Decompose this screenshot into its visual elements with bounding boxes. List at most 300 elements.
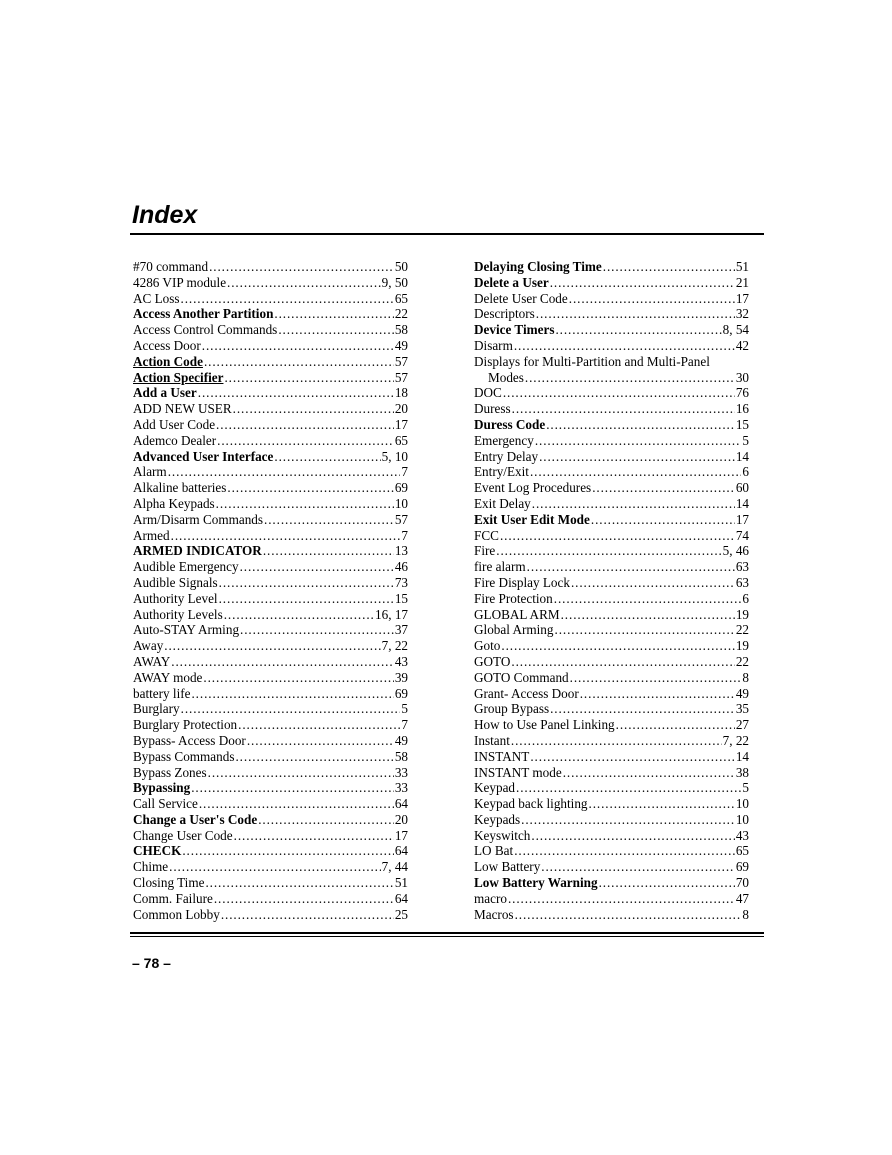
- dot-leader: [591, 512, 735, 528]
- index-page-ref: 63: [735, 559, 749, 575]
- index-page-ref: 16: [735, 401, 749, 417]
- dot-leader: [216, 496, 394, 512]
- index-term: Low Battery Warning: [474, 875, 598, 891]
- index-page-ref: 42: [735, 337, 749, 353]
- index-term: Keyswitch: [474, 827, 531, 843]
- index-entry: [474, 749, 749, 765]
- index-entry: [133, 543, 408, 559]
- index-entry: [474, 338, 749, 354]
- dot-leader: [527, 559, 735, 575]
- index-term: #70 command: [133, 259, 209, 274]
- index-entry: [474, 449, 749, 465]
- index-entry: [133, 843, 408, 859]
- dot-leader: [216, 417, 394, 433]
- index-entry: [474, 385, 749, 401]
- index-term: Closing Time: [133, 875, 205, 891]
- index-entry: [474, 591, 749, 607]
- index-entry: [133, 654, 408, 670]
- dot-leader: [555, 622, 735, 638]
- index-entry: [133, 670, 408, 686]
- index-term: Alarm: [133, 464, 167, 480]
- index-entry: [133, 828, 408, 844]
- index-term: Arm/Disarm Commands: [133, 511, 264, 527]
- index-entry: [133, 354, 408, 370]
- dot-leader: [214, 891, 394, 907]
- dot-leader: [274, 449, 380, 465]
- index-term: Keypad back lighting: [474, 796, 588, 812]
- index-term: battery life: [133, 685, 191, 701]
- index-page-ref: 20: [394, 401, 408, 417]
- dot-leader: [171, 654, 394, 670]
- index-term: Fire Display Lock: [474, 574, 570, 590]
- index-page-ref: 18: [394, 385, 408, 401]
- index-entry: [133, 875, 408, 891]
- dot-leader: [219, 591, 394, 607]
- dot-leader: [546, 417, 735, 433]
- index-entry: [133, 607, 408, 623]
- index-term: Add User Code: [133, 416, 216, 432]
- index-term: AWAY mode: [133, 669, 203, 685]
- dot-leader: [227, 275, 381, 291]
- index-entry: [474, 875, 749, 891]
- dot-leader: [263, 543, 394, 559]
- dot-leader: [205, 875, 393, 891]
- index-page-ref: 49: [394, 732, 408, 748]
- dot-leader: [240, 622, 394, 638]
- index-column-left: [133, 259, 408, 922]
- dot-leader: [227, 480, 393, 496]
- dot-leader: [191, 686, 393, 702]
- index-term: Keypad: [474, 780, 516, 796]
- index-entry: [133, 638, 408, 654]
- index-entry: [474, 607, 749, 623]
- index-term: Change User Code: [133, 827, 233, 843]
- index-page-ref: 57: [394, 511, 408, 527]
- index-page-ref: 22: [394, 306, 408, 322]
- dot-leader: [550, 275, 735, 291]
- index-entry: [474, 464, 749, 480]
- index-term: Device Timers: [474, 322, 555, 338]
- index-term: Instant: [474, 732, 510, 748]
- index-page-ref: 17: [394, 416, 408, 432]
- index-page-ref: 15: [735, 416, 749, 432]
- index-term: INSTANT: [474, 748, 530, 764]
- index-entry: [133, 322, 408, 338]
- index-entry: [133, 449, 408, 465]
- index-page-ref: 58: [394, 322, 408, 338]
- index-entry: [474, 306, 749, 322]
- index-entry: [474, 812, 749, 828]
- dot-leader: [182, 843, 393, 859]
- index-page-ref: 7, 44: [381, 859, 408, 875]
- index-page-ref: 69: [394, 685, 408, 701]
- index-term: Action Code: [133, 353, 203, 369]
- dot-leader: [168, 464, 401, 480]
- index-entry: [474, 765, 749, 781]
- index-term: Event Log Procedures: [474, 480, 592, 496]
- index-page-ref: 14: [735, 748, 749, 764]
- index-term: Descriptors: [474, 306, 535, 322]
- dot-leader: [203, 670, 393, 686]
- index-term: Goto: [474, 638, 501, 654]
- dot-leader: [208, 765, 394, 781]
- index-term: Chime: [133, 859, 169, 875]
- dot-leader: [525, 370, 735, 386]
- index-term: Exit User Edit Mode: [474, 511, 590, 527]
- dot-leader: [530, 749, 734, 765]
- index-term: Change a User's Code: [133, 811, 258, 827]
- index-page-ref: 30: [735, 369, 749, 385]
- index-page-ref: 49: [735, 685, 749, 701]
- index-entry: [474, 859, 749, 875]
- index-entry: [133, 464, 408, 480]
- dot-leader: [554, 591, 742, 607]
- dot-leader: [512, 401, 735, 417]
- index-entry: [133, 433, 408, 449]
- index-page-ref: 69: [735, 859, 749, 875]
- index-page-ref: 14: [735, 495, 749, 511]
- dot-leader: [541, 859, 735, 875]
- index-entry: [474, 891, 749, 907]
- index-entry: [474, 654, 749, 670]
- dot-leader: [511, 654, 734, 670]
- index-entry: [474, 496, 749, 512]
- index-entry: [474, 370, 749, 386]
- index-page-ref: 22: [735, 622, 749, 638]
- dot-leader: [508, 891, 735, 907]
- dot-leader: [202, 338, 394, 354]
- index-page-ref: 5: [742, 432, 749, 448]
- dot-leader: [204, 354, 394, 370]
- dot-leader: [500, 528, 735, 544]
- dot-leader: [603, 259, 735, 275]
- index-page-ref: 64: [394, 843, 408, 859]
- index-page-ref: 38: [735, 764, 749, 780]
- index-page-ref: 57: [394, 353, 408, 369]
- index-term: GOTO: [474, 653, 511, 669]
- index-page-ref: 65: [394, 290, 408, 306]
- index-page-ref: 13: [394, 543, 408, 559]
- index-term: Keypads: [474, 811, 521, 827]
- index-entry: [474, 717, 749, 733]
- page-title: Index: [132, 201, 198, 229]
- index-entry: [133, 796, 408, 812]
- index-page-ref: 47: [735, 890, 749, 906]
- index-term: CHECK: [133, 843, 182, 859]
- index-entry: [474, 575, 749, 591]
- index-term: Exit Delay: [474, 495, 531, 511]
- dot-leader: [571, 575, 735, 591]
- index-entry: [133, 559, 408, 575]
- index-entry: [474, 780, 749, 796]
- dot-leader: [555, 322, 721, 338]
- dot-leader: [514, 843, 735, 859]
- index-entry: [133, 780, 408, 796]
- index-entry: [133, 859, 408, 875]
- index-term: Away: [133, 638, 164, 654]
- dot-leader: [539, 449, 735, 465]
- index-term: Access Door: [133, 337, 201, 353]
- index-entry: [474, 907, 749, 923]
- index-term: AWAY: [133, 653, 171, 669]
- dot-leader: [532, 496, 735, 512]
- index-term: Entry/Exit: [474, 464, 529, 480]
- index-page-ref: 51: [394, 875, 408, 891]
- index-page-ref: 7: [401, 464, 408, 480]
- index-term: Modes: [488, 369, 524, 385]
- index-entry: [133, 480, 408, 496]
- dot-leader: [164, 638, 380, 654]
- index-page-ref: 57: [394, 369, 408, 385]
- index-entry: [474, 701, 749, 717]
- index-term: Ademco Dealer: [133, 432, 217, 448]
- dot-leader: [511, 733, 722, 749]
- index-term: Global Arming: [474, 622, 554, 638]
- index-page-ref: 17: [394, 827, 408, 843]
- dot-leader: [580, 686, 735, 702]
- index-entry: [133, 891, 408, 907]
- index-term: Alpha Keypads: [133, 495, 215, 511]
- index-term: Fire: [474, 543, 496, 559]
- index-term: macro: [474, 890, 507, 906]
- index-page-ref: 33: [394, 780, 408, 796]
- dot-leader: [563, 765, 735, 781]
- index-page-ref: 32: [735, 306, 749, 322]
- index-term: FCC: [474, 527, 499, 543]
- index-entry: [133, 512, 408, 528]
- page-number: – 78 –: [132, 955, 171, 971]
- index-page-ref: 20: [394, 811, 408, 827]
- index-page-ref: 19: [735, 606, 749, 622]
- index-term: Delete a User: [474, 274, 549, 290]
- index-term: Audible Signals: [133, 574, 218, 590]
- dot-leader: [224, 370, 393, 386]
- dot-leader: [191, 780, 394, 796]
- dot-leader: [221, 907, 394, 923]
- dot-leader: [535, 433, 742, 449]
- index-entry: [474, 417, 749, 433]
- index-term: Duress Code: [474, 416, 546, 432]
- index-page-ref: 16, 17: [375, 606, 408, 622]
- index-entry: [474, 796, 749, 812]
- index-page-ref: 19: [735, 638, 749, 654]
- index-entry: [474, 401, 749, 417]
- index-entry: [474, 686, 749, 702]
- index-entry: [133, 338, 408, 354]
- index-entry: [474, 622, 749, 638]
- index-column-right: [474, 259, 749, 922]
- index-page-ref: 65: [735, 843, 749, 859]
- index-entry: [133, 385, 408, 401]
- index-page-ref: 8: [742, 669, 749, 685]
- dot-leader: [550, 701, 735, 717]
- dot-leader: [561, 607, 735, 623]
- index-entry: [133, 528, 408, 544]
- index-term: Call Service: [133, 796, 198, 812]
- index-term: ARMED INDICATOR: [133, 543, 262, 559]
- index-term: Disarm: [474, 337, 513, 353]
- index-page-ref: 39: [394, 669, 408, 685]
- index-page-ref: 49: [394, 337, 408, 353]
- index-page-ref: 22: [735, 653, 749, 669]
- dot-leader: [530, 464, 741, 480]
- dot-leader: [247, 733, 394, 749]
- index-term: Audible Emergency: [133, 559, 239, 575]
- dot-leader: [589, 796, 735, 812]
- dot-leader: [217, 433, 394, 449]
- dot-leader: [592, 480, 735, 496]
- index-entry: [474, 843, 749, 859]
- index-page-ref: 10: [394, 495, 408, 511]
- index-entry: [133, 907, 408, 923]
- dot-leader: [238, 717, 400, 733]
- index-entry: [474, 322, 749, 338]
- dot-leader: [234, 828, 394, 844]
- index-entry: [474, 259, 749, 275]
- dot-leader: [235, 749, 393, 765]
- dot-leader: [515, 907, 742, 923]
- index-page-ref: 25: [394, 906, 408, 922]
- dot-leader: [516, 780, 741, 796]
- index-term: Fire Protection: [474, 590, 553, 606]
- index-page-ref: 10: [735, 796, 749, 812]
- index-term: Burglary: [133, 701, 180, 717]
- index-page-ref: 17: [735, 290, 749, 306]
- dot-leader: [169, 859, 380, 875]
- index-page-ref: 7, 22: [381, 638, 408, 654]
- index-page-ref: 27: [735, 717, 749, 733]
- index-page-ref: 35: [735, 701, 749, 717]
- index-entry: [133, 401, 408, 417]
- index-page-ref: 58: [394, 748, 408, 764]
- dot-leader: [501, 638, 734, 654]
- index-term: fire alarm: [474, 559, 526, 575]
- dot-leader: [171, 528, 401, 544]
- index-page-ref: 43: [394, 653, 408, 669]
- index-page-ref: 46: [394, 559, 408, 575]
- index-page-ref: 10: [735, 811, 749, 827]
- index-term: Delete User Code: [474, 290, 568, 306]
- index-entry: [133, 622, 408, 638]
- dot-leader: [531, 828, 734, 844]
- index-term: Emergency: [474, 432, 534, 448]
- index-term: Grant- Access Door: [474, 685, 579, 701]
- index-entry: [474, 528, 749, 544]
- index-term: Auto-STAY Arming: [133, 622, 240, 638]
- dot-leader: [536, 306, 735, 322]
- dot-leader: [521, 812, 735, 828]
- dot-leader: [224, 607, 374, 623]
- index-page-ref: 5, 10: [381, 448, 408, 464]
- index-term: Authority Level: [133, 590, 218, 606]
- index-entry: [474, 559, 749, 575]
- index-term: Bypassing: [133, 780, 191, 796]
- dot-leader: [274, 306, 393, 322]
- index-entry: [133, 291, 408, 307]
- index-page-ref: 8, 54: [722, 322, 749, 338]
- index-page-ref: 76: [735, 385, 749, 401]
- dot-leader: [258, 812, 394, 828]
- index-page-ref: 9, 50: [381, 274, 408, 290]
- index-entry: [133, 749, 408, 765]
- index-entry: [133, 765, 408, 781]
- index-term: AC Loss: [133, 290, 180, 306]
- index-term: Delaying Closing Time: [474, 259, 602, 274]
- index-entry: [474, 828, 749, 844]
- index-term: Action Specifier: [133, 369, 224, 385]
- index-term: Access Another Partition: [133, 306, 274, 322]
- index-term: Armed: [133, 527, 170, 543]
- index-page-ref: 17: [735, 511, 749, 527]
- index-term: Alkaline batteries: [133, 480, 227, 496]
- index-entry: [133, 717, 408, 733]
- heading-divider: [130, 233, 764, 235]
- index-entry: [474, 512, 749, 528]
- index-page-ref: 14: [735, 448, 749, 464]
- index-entry: [133, 306, 408, 322]
- dot-leader: [181, 291, 394, 307]
- index-term: How to Use Panel Linking: [474, 717, 615, 733]
- index-page-ref: 5: [401, 701, 408, 717]
- index-entry: [474, 291, 749, 307]
- index-term: Low Battery: [474, 859, 541, 875]
- index-page-ref: 43: [735, 827, 749, 843]
- dot-leader: [209, 259, 394, 275]
- dot-leader: [569, 291, 735, 307]
- index-term: ADD NEW USER: [133, 401, 232, 417]
- index-entry: [474, 433, 749, 449]
- index-page-ref: 7, 22: [722, 732, 749, 748]
- index-entry: [133, 812, 408, 828]
- footer-divider-thick: [130, 932, 764, 934]
- dot-leader: [219, 575, 394, 591]
- dot-leader: [599, 875, 735, 891]
- index-term: Common Lobby: [133, 906, 220, 922]
- index-entry: [474, 733, 749, 749]
- index-entry: [474, 543, 749, 559]
- index-term: GLOBAL ARM: [474, 606, 560, 622]
- index-page-ref: 60: [735, 480, 749, 496]
- index-page-ref: 5: [742, 780, 749, 796]
- dot-leader: [199, 796, 394, 812]
- index-page-ref: 5, 46: [722, 543, 749, 559]
- index-term: Bypass Commands: [133, 748, 235, 764]
- index-entry: [133, 591, 408, 607]
- index-page-ref: 50: [394, 259, 408, 274]
- index-page-ref: 7: [401, 717, 408, 733]
- index-term: Comm. Failure: [133, 890, 213, 906]
- index-entry: [133, 259, 408, 275]
- index-entry: [133, 575, 408, 591]
- index-entry: [133, 496, 408, 512]
- index-page-ref: 65: [394, 432, 408, 448]
- index-page-ref: 69: [394, 480, 408, 496]
- index-page-ref: 6: [742, 590, 749, 606]
- dot-leader: [278, 322, 393, 338]
- index-entry: [133, 370, 408, 386]
- index-term: Advanced User Interface: [133, 448, 274, 464]
- dot-leader: [616, 717, 735, 733]
- index-entry: [474, 354, 749, 370]
- index-term: Entry Delay: [474, 448, 539, 464]
- index-term: Add a User: [133, 385, 197, 401]
- index-term: 4286 VIP module: [133, 274, 227, 290]
- index-term: DOC: [474, 385, 502, 401]
- index-entry: [133, 686, 408, 702]
- index-term: GOTO Command: [474, 669, 569, 685]
- dot-leader: [264, 512, 394, 528]
- index-page-ref: 8: [742, 906, 749, 922]
